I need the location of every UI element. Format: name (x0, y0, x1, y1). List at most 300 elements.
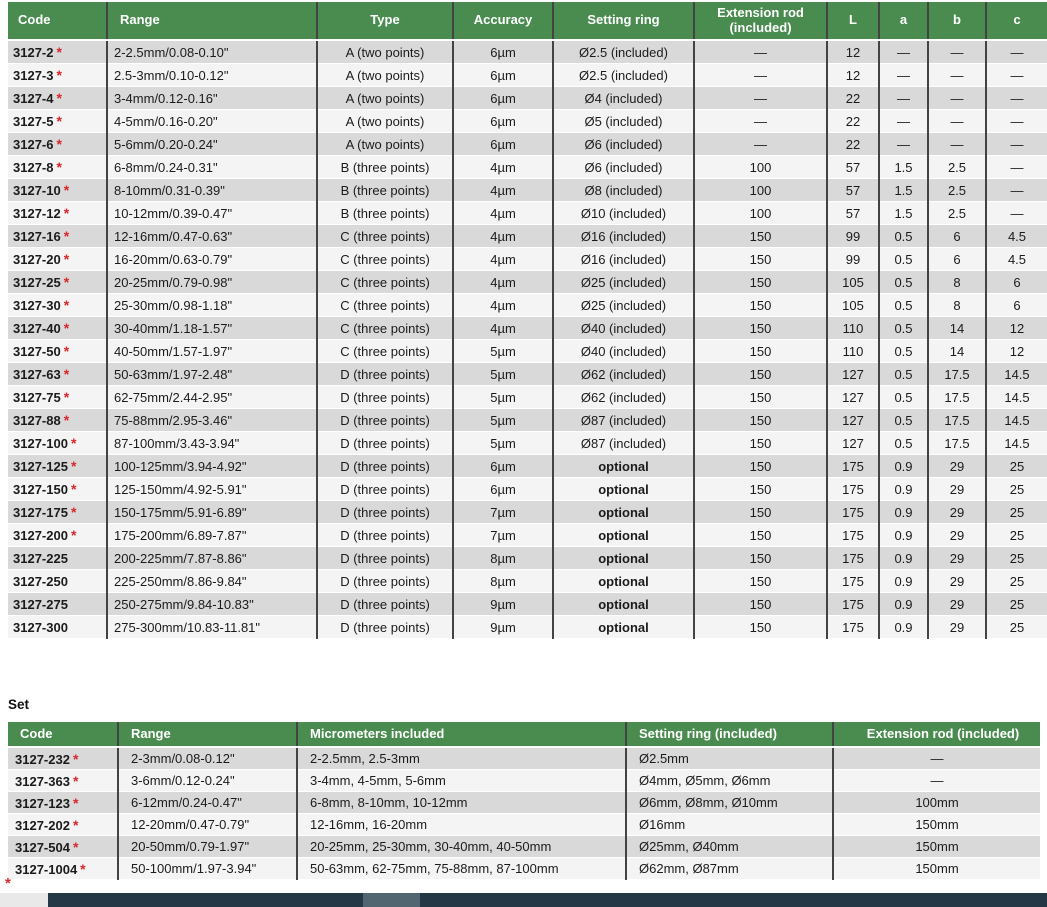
cell-b: 17.5 (928, 363, 986, 386)
scrollbar-thumb[interactable] (363, 893, 420, 907)
cell-l: 175 (827, 593, 879, 616)
cell-code (8, 478, 107, 501)
required-asterisk: * (70, 435, 77, 451)
cell-range: 40-50mm/1.57-1.97" (107, 340, 317, 363)
table-row (8, 386, 1047, 409)
product-code: 3127-200 (13, 528, 68, 543)
cell-c: — (986, 40, 1047, 64)
cell-code (8, 524, 107, 547)
cell-code (8, 40, 107, 64)
required-asterisk: * (72, 816, 79, 833)
cell-type: D (three points) (317, 524, 453, 547)
cell-c: — (986, 202, 1047, 225)
cell-c: 12 (986, 340, 1047, 363)
cell-a: 0.9 (879, 570, 928, 593)
cell-c: 14.5 (986, 386, 1047, 409)
table-row (8, 432, 1047, 455)
cell-c: 25 (986, 478, 1047, 501)
cell-range: 225-250mm/8.86-9.84" (107, 570, 317, 593)
cell-type: D (three points) (317, 478, 453, 501)
cell-c: 25 (986, 593, 1047, 616)
cell-code (8, 501, 107, 524)
product-code: 3127-63 (13, 367, 61, 382)
cell-range: 8-10mm/0.31-0.39" (107, 179, 317, 202)
table-row (8, 478, 1047, 501)
cell-accuracy: 5µm (453, 386, 553, 409)
cell-extension_rod: 150 (694, 501, 827, 524)
product-code: 3127-100 (13, 436, 68, 451)
cell-setting_ring: Ø25 (included) (553, 271, 694, 294)
table-row (8, 858, 1040, 880)
cell-extension_rod: 150 (694, 432, 827, 455)
cell-accuracy: 6µm (453, 455, 553, 478)
cell-a: — (879, 64, 928, 87)
cell-b: 17.5 (928, 409, 986, 432)
cell-extension_rod: 150 (694, 478, 827, 501)
cell-extension_rod: — (833, 747, 1040, 770)
cell-l: 175 (827, 501, 879, 524)
cell-range: 25-30mm/0.98-1.18" (107, 294, 317, 317)
product-code: 3127-75 (13, 390, 61, 405)
table-row (8, 133, 1047, 156)
required-asterisk: * (72, 838, 79, 855)
column-header-setting_ring: Setting ring (included) (626, 722, 833, 747)
cell-range: 2-2.5mm/0.08-0.10" (107, 40, 317, 64)
column-header-code: Code (8, 722, 118, 747)
cell-setting_ring: Ø16mm (626, 814, 833, 836)
cell-extension_rod: 100 (694, 179, 827, 202)
cell-c: 6 (986, 271, 1047, 294)
cell-extension_rod: — (694, 110, 827, 133)
cell-accuracy: 6µm (453, 133, 553, 156)
table-row (8, 814, 1040, 836)
product-code: 3127-88 (13, 413, 61, 428)
cell-l: 127 (827, 386, 879, 409)
cell-type: A (two points) (317, 87, 453, 110)
footnote-asterisk: * (5, 875, 11, 892)
product-code: 3127-4 (13, 91, 54, 106)
required-asterisk: * (72, 794, 79, 811)
cell-b: 29 (928, 593, 986, 616)
cell-c: 14.5 (986, 363, 1047, 386)
bottom-bar-corner (0, 893, 48, 907)
cell-code (8, 409, 107, 432)
cell-l: 99 (827, 225, 879, 248)
cell-c: — (986, 64, 1047, 87)
column-header-accuracy: Accuracy (453, 2, 553, 40)
table-row (8, 455, 1047, 478)
cell-l: 110 (827, 317, 879, 340)
cell-code (8, 110, 107, 133)
product-code: 3127-150 (13, 482, 68, 497)
cell-c: — (986, 87, 1047, 110)
cell-accuracy: 9µm (453, 616, 553, 639)
cell-setting_ring: Ø62 (included) (553, 363, 694, 386)
cell-micrometers: 2-2.5mm, 2.5-3mm (297, 747, 626, 770)
product-code: 3127-225 (13, 550, 68, 566)
cell-range: 3-6mm/0.12-0.24" (118, 770, 297, 792)
product-code: 3127-6 (13, 137, 54, 152)
set-table-header-row (8, 722, 1040, 747)
required-asterisk: * (63, 389, 70, 405)
cell-l: 175 (827, 616, 879, 639)
cell-a: 1.5 (879, 156, 928, 179)
cell-setting_ring: Ø87 (included) (553, 409, 694, 432)
required-asterisk: * (70, 527, 77, 543)
cell-code (8, 363, 107, 386)
cell-code (8, 64, 107, 87)
cell-type: B (three points) (317, 179, 453, 202)
cell-c: — (986, 110, 1047, 133)
cell-accuracy: 6µm (453, 40, 553, 64)
product-code: 3127-40 (13, 321, 61, 336)
cell-accuracy: 8µm (453, 570, 553, 593)
cell-c: 14.5 (986, 409, 1047, 432)
cell-code (8, 616, 107, 639)
cell-type: C (three points) (317, 248, 453, 271)
cell-a: — (879, 87, 928, 110)
cell-b: 2.5 (928, 156, 986, 179)
table-row (8, 524, 1047, 547)
cell-extension_rod: — (694, 64, 827, 87)
cell-range: 4-5mm/0.16-0.20" (107, 110, 317, 133)
cell-b: 6 (928, 248, 986, 271)
cell-c: 4.5 (986, 248, 1047, 271)
required-asterisk: * (56, 113, 62, 129)
product-code: 3127-50 (13, 344, 61, 359)
cell-a: — (879, 133, 928, 156)
product-code: 3127-504 (15, 839, 70, 855)
cell-a: 0.5 (879, 340, 928, 363)
cell-a: — (879, 40, 928, 64)
column-header-c: c (986, 2, 1047, 40)
cell-setting_ring: Ø2.5mm (626, 747, 833, 770)
required-asterisk: * (63, 251, 70, 267)
cell-extension_rod: 150mm (833, 814, 1040, 836)
cell-accuracy: 6µm (453, 87, 553, 110)
cell-accuracy: 6µm (453, 110, 553, 133)
cell-setting_ring: Ø40 (included) (553, 340, 694, 363)
cell-c: — (986, 179, 1047, 202)
product-code: 3127-16 (13, 229, 61, 244)
cell-l: 12 (827, 64, 879, 87)
cell-code (8, 317, 107, 340)
cell-extension_rod: 150 (694, 524, 827, 547)
cell-extension_rod: — (694, 87, 827, 110)
product-code: 3127-10 (13, 183, 61, 198)
table-row (8, 363, 1047, 386)
table-row (8, 64, 1047, 87)
cell-range: 50-100mm/1.97-3.94" (118, 858, 297, 880)
cell-range: 125-150mm/4.92-5.91" (107, 478, 317, 501)
cell-type: C (three points) (317, 294, 453, 317)
required-asterisk: * (56, 67, 62, 83)
cell-setting_ring: optional (553, 593, 694, 616)
cell-setting_ring: optional (553, 547, 694, 570)
cell-accuracy: 4µm (453, 156, 553, 179)
cell-a: 0.5 (879, 409, 928, 432)
required-asterisk: * (72, 772, 79, 789)
cell-range: 20-50mm/0.79-1.97" (118, 836, 297, 858)
table-row (8, 179, 1047, 202)
cell-type: B (three points) (317, 202, 453, 225)
cell-a: 0.9 (879, 593, 928, 616)
cell-range: 20-25mm/0.79-0.98" (107, 271, 317, 294)
cell-range: 16-20mm/0.63-0.79" (107, 248, 317, 271)
cell-b: 29 (928, 547, 986, 570)
cell-l: 110 (827, 340, 879, 363)
cell-type: D (three points) (317, 547, 453, 570)
table-row (8, 747, 1040, 770)
table-row (8, 110, 1047, 133)
cell-c: 25 (986, 547, 1047, 570)
cell-extension_rod: 100mm (833, 792, 1040, 814)
cell-accuracy: 4µm (453, 179, 553, 202)
cell-setting_ring: Ø40 (included) (553, 317, 694, 340)
table-row (8, 570, 1047, 593)
cell-a: 0.5 (879, 363, 928, 386)
required-asterisk: * (80, 860, 86, 877)
cell-a: 0.5 (879, 248, 928, 271)
cell-c: 25 (986, 616, 1047, 639)
bottom-bar (0, 893, 1047, 907)
cell-b: — (928, 64, 986, 87)
product-code: 3127-232 (15, 751, 70, 767)
cell-setting_ring: optional (553, 524, 694, 547)
scrollbar-track[interactable] (48, 893, 1047, 907)
table-row (8, 87, 1047, 110)
cell-b: 8 (928, 294, 986, 317)
required-asterisk: * (63, 274, 70, 290)
cell-setting_ring: optional (553, 616, 694, 639)
cell-c: — (986, 156, 1047, 179)
cell-extension_rod: 150 (694, 570, 827, 593)
main-table-header-row (8, 2, 1047, 40)
cell-setting_ring: Ø25mm, Ø40mm (626, 836, 833, 858)
cell-a: 0.9 (879, 501, 928, 524)
cell-a: 0.9 (879, 455, 928, 478)
cell-b: — (928, 87, 986, 110)
cell-code (8, 248, 107, 271)
cell-code (8, 271, 107, 294)
cell-accuracy: 4µm (453, 317, 553, 340)
cell-setting_ring: Ø2.5 (included) (553, 64, 694, 87)
cell-accuracy: 5µm (453, 409, 553, 432)
cell-accuracy: 8µm (453, 547, 553, 570)
table-row (8, 248, 1047, 271)
cell-code (8, 770, 118, 792)
required-asterisk: * (63, 228, 70, 244)
cell-setting_ring: Ø5 (included) (553, 110, 694, 133)
cell-l: 127 (827, 409, 879, 432)
cell-b: 29 (928, 455, 986, 478)
cell-code (8, 858, 118, 880)
table-row (8, 836, 1040, 858)
cell-extension_rod: 100 (694, 156, 827, 179)
cell-accuracy: 5µm (453, 432, 553, 455)
cell-accuracy: 4µm (453, 271, 553, 294)
cell-setting_ring: Ø10 (included) (553, 202, 694, 225)
cell-setting_ring: Ø4mm, Ø5mm, Ø6mm (626, 770, 833, 792)
cell-range: 5-6mm/0.20-0.24" (107, 133, 317, 156)
cell-l: 175 (827, 547, 879, 570)
cell-type: A (two points) (317, 64, 453, 87)
cell-range: 87-100mm/3.43-3.94" (107, 432, 317, 455)
product-code: 3127-300 (13, 619, 68, 635)
cell-accuracy: 9µm (453, 593, 553, 616)
cell-code (8, 593, 107, 616)
cell-extension_rod: 150 (694, 340, 827, 363)
cell-a: 0.5 (879, 225, 928, 248)
cell-b: 29 (928, 478, 986, 501)
table-row (8, 792, 1040, 814)
cell-b: 14 (928, 317, 986, 340)
table-row (8, 409, 1047, 432)
column-header-a: a (879, 2, 928, 40)
cell-setting_ring: optional (553, 478, 694, 501)
cell-code (8, 814, 118, 836)
required-asterisk: * (56, 90, 62, 106)
cell-type: D (three points) (317, 455, 453, 478)
cell-extension_rod: — (694, 40, 827, 64)
cell-b: 8 (928, 271, 986, 294)
cell-range: 6-8mm/0.24-0.31" (107, 156, 317, 179)
cell-setting_ring: Ø87 (included) (553, 432, 694, 455)
cell-extension_rod: — (694, 133, 827, 156)
cell-accuracy: 7µm (453, 524, 553, 547)
required-asterisk: * (63, 412, 70, 428)
cell-range: 62-75mm/2.44-2.95" (107, 386, 317, 409)
cell-accuracy: 4µm (453, 225, 553, 248)
column-header-range: Range (118, 722, 297, 747)
cell-b: — (928, 133, 986, 156)
product-code: 3127-20 (13, 252, 61, 267)
cell-l: 127 (827, 432, 879, 455)
cell-a: 0.9 (879, 616, 928, 639)
column-header-code: Code (8, 2, 107, 40)
cell-setting_ring: Ø6 (included) (553, 156, 694, 179)
cell-range: 30-40mm/1.18-1.57" (107, 317, 317, 340)
required-asterisk: * (63, 320, 70, 336)
cell-l: 22 (827, 110, 879, 133)
cell-micrometers: 6-8mm, 8-10mm, 10-12mm (297, 792, 626, 814)
cell-accuracy: 6µm (453, 64, 553, 87)
required-asterisk: * (70, 504, 77, 520)
cell-a: 0.5 (879, 294, 928, 317)
cell-type: D (three points) (317, 501, 453, 524)
cell-extension_rod: 150 (694, 455, 827, 478)
cell-micrometers: 20-25mm, 25-30mm, 30-40mm, 40-50mm (297, 836, 626, 858)
cell-type: C (three points) (317, 317, 453, 340)
cell-range: 275-300mm/10.83-11.81" (107, 616, 317, 639)
required-asterisk: * (70, 481, 77, 497)
required-asterisk: * (63, 366, 70, 382)
column-header-type: Type (317, 2, 453, 40)
required-asterisk: * (63, 297, 70, 313)
cell-code (8, 179, 107, 202)
cell-a: — (879, 110, 928, 133)
cell-code (8, 156, 107, 179)
cell-setting_ring: optional (553, 455, 694, 478)
cell-range: 12-16mm/0.47-0.63" (107, 225, 317, 248)
cell-code (8, 294, 107, 317)
table-row (8, 156, 1047, 179)
cell-b: 6 (928, 225, 986, 248)
product-code: 3127-1004 (15, 861, 78, 877)
cell-l: 105 (827, 294, 879, 317)
required-asterisk: * (56, 44, 62, 60)
cell-type: D (three points) (317, 432, 453, 455)
cell-extension_rod: 150mm (833, 858, 1040, 880)
cell-a: 0.9 (879, 524, 928, 547)
required-asterisk: * (72, 750, 79, 767)
cell-setting_ring: Ø2.5 (included) (553, 40, 694, 64)
product-code: 3127-123 (15, 795, 70, 811)
cell-code (8, 87, 107, 110)
cell-range: 2.5-3mm/0.10-0.12" (107, 64, 317, 87)
product-code: 3127-2 (13, 45, 54, 60)
cell-setting_ring: Ø62 (included) (553, 386, 694, 409)
cell-code (8, 747, 118, 770)
column-header-setting_ring: Setting ring (553, 2, 694, 40)
cell-b: 2.5 (928, 202, 986, 225)
table-row (8, 770, 1040, 792)
cell-code (8, 225, 107, 248)
product-code: 3127-3 (13, 68, 54, 83)
cell-l: 175 (827, 455, 879, 478)
cell-type: D (three points) (317, 593, 453, 616)
cell-range: 150-175mm/5.91-6.89" (107, 501, 317, 524)
cell-extension_rod: 100 (694, 202, 827, 225)
column-header-b: b (928, 2, 986, 40)
product-code: 3127-250 (13, 573, 68, 589)
cell-type: D (three points) (317, 409, 453, 432)
cell-extension_rod: 150 (694, 616, 827, 639)
cell-a: 0.5 (879, 271, 928, 294)
cell-setting_ring: Ø8 (included) (553, 179, 694, 202)
table-row (8, 616, 1047, 639)
cell-b: 2.5 (928, 179, 986, 202)
cell-range: 200-225mm/7.87-8.86" (107, 547, 317, 570)
cell-accuracy: 5µm (453, 363, 553, 386)
set-section-title: Set (8, 697, 30, 712)
cell-setting_ring: Ø16 (included) (553, 225, 694, 248)
required-asterisk: * (70, 458, 77, 474)
cell-range: 12-20mm/0.47-0.79" (118, 814, 297, 836)
cell-accuracy: 4µm (453, 294, 553, 317)
table-row (8, 294, 1047, 317)
cell-l: 105 (827, 271, 879, 294)
cell-range: 175-200mm/6.89-7.87" (107, 524, 317, 547)
product-code: 3127-363 (15, 773, 70, 789)
cell-type: B (three points) (317, 156, 453, 179)
column-header-extension_rod: Extension rod (included) (833, 722, 1040, 747)
cell-a: 0.9 (879, 478, 928, 501)
cell-extension_rod: 150 (694, 271, 827, 294)
cell-c: 25 (986, 570, 1047, 593)
table-row (8, 593, 1047, 616)
cell-l: 22 (827, 133, 879, 156)
cell-b: 29 (928, 570, 986, 593)
cell-a: 0.5 (879, 432, 928, 455)
cell-extension_rod: 150 (694, 248, 827, 271)
cell-code (8, 202, 107, 225)
cell-range: 50-63mm/1.97-2.48" (107, 363, 317, 386)
required-asterisk: * (56, 136, 62, 152)
product-code: 3127-275 (13, 596, 68, 612)
cell-type: C (three points) (317, 225, 453, 248)
cell-extension_rod: 150 (694, 409, 827, 432)
